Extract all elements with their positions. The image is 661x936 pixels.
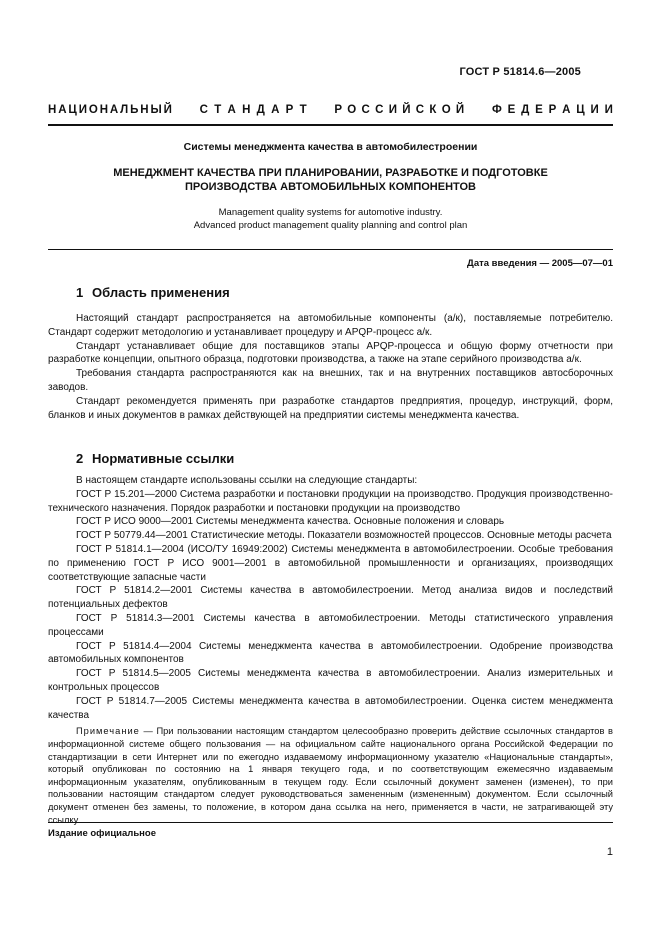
section-2-heading [48, 451, 613, 467]
reference-item: ГОСТ Р 51814.3—2001 Системы качества в автомобилестроении. Методы статистического управления процессами [48, 612, 613, 638]
introduction-date: Дата введения — 2005—07—01 [467, 258, 613, 269]
english-title-line-1: Management quality systems for automotive industry. [218, 207, 443, 218]
reference-item: ГОСТ Р 51814.2—2001 Системы качества в автомобилестроении. Метод анализа видов и последствий потенциальных дефектов [48, 585, 613, 611]
banner-word-russian: Р О С С И Й С К О Й [334, 104, 465, 116]
document-subtitle: Системы менеджмента качества в автомобилестроении [183, 141, 478, 153]
banner-word-national: Н А Ц И О Н А Л Ь Н Ы Й [48, 104, 172, 116]
note [48, 725, 613, 826]
section-1-heading [48, 285, 613, 301]
note-text: — При пользовании настоящим стандартом целесообразно проверить действие ссылочных стандартов в информационной системе общего пользования — на официальном сайте национального органа Российской Федерации по стандартизации в сети Интернет или по ежегодно издаваемому информационному указателю «Национальные стандарты», который опубликован по состоянию на 1 января текущего года, и по соответствующим ежемесячно издаваемым информационным указателям, опубликованным в текущем году. Если ссылочный документ заменен (изменен), то при пользовании настоящим стандартом следует руководствоваться замененным (измененным) документом. Если ссылочный документ отменен без замены, то положение, в котором дана ссылка на него, применяется в части, не затрагивающей эту ссылку. [48, 726, 613, 825]
reference-item: ГОСТ Р 15.201—2000 Система разработки и постановки продукции на производство. Продукция производственно-технического назначения. Порядок разработки и постановки продукции на производство [48, 488, 613, 514]
paragraph: Требования стандарта распространяются как на внешних, так и на внутренних поставщиков автосборочных заводов. [48, 368, 613, 393]
banner-word-standard: С Т А Н Д А Р Т [199, 104, 307, 116]
official-edition-label: Издание официальное [48, 828, 156, 839]
english-title [48, 206, 613, 232]
paragraph: Стандарт рекомендуется применять при разработке стандартов предприятия, процедур, инструкций, форм, бланков и иных документов в рамках действующей на предприятии системы менеджмента качества. [48, 395, 613, 421]
note-label: Примечание [76, 726, 140, 737]
paragraph: Стандарт устанавливает общие для поставщиков этапы APQP-процесса и общую форму отчетности при разработке концепции, опытного образца, подготовки производства, а также на этапе серийного производства а/к. [48, 340, 613, 366]
footer-divider [48, 822, 613, 823]
title-divider [48, 249, 613, 250]
section-number: 1 [76, 285, 84, 300]
english-title-line-2: Advanced product management quality planning and control plan [193, 220, 468, 231]
document-main-title [48, 167, 613, 194]
main-title-line-1: МЕНЕДЖМЕНТ КАЧЕСТВА ПРИ ПЛАНИРОВАНИИ, РАЗРАБОТКЕ И ПОДГОТОВКЕ [113, 167, 548, 179]
reference-item: ГОСТ Р 51814.7—2005 Системы менеджмента качества в автомобилестроении. Оценка систем менеджмента качества [48, 695, 613, 721]
reference-item: ГОСТ Р ИСО 9000—2001 Системы менеджмента качества. Основные положения и словарь [76, 516, 505, 528]
reference-item: ГОСТ Р 51814.5—2005 Системы менеджмента качества в автомобилестроении. Анализ измерительных и контрольных процессов [48, 668, 613, 693]
section-1-body [48, 312, 613, 422]
paragraph: Настоящий стандарт распространяется на автомобильные компоненты (а/к), поставляемые потребителю. Стандарт содержит методологию и устанавливает процедуру и APQP-процесс а/к. [48, 313, 613, 338]
header-divider [48, 124, 613, 126]
standard-title-banner [48, 104, 613, 116]
section-title: Нормативные ссылки [92, 451, 235, 466]
reference-item: ГОСТ Р 51814.4—2004 Системы менеджмента качества в автомобилестроении. Одобрение производства автомобильных компонентов [48, 640, 613, 666]
section-2-body [48, 474, 613, 826]
reference-item: ГОСТ Р 50779.44—2001 Статистические методы. Показатели возможностей процессов. Основные методы расчета [76, 530, 612, 542]
reference-item: ГОСТ Р 51814.1—2004 (ИСО/ТУ 16949:2002) Системы менеджмента в автомобилестроении. Особые требования по применению ГОСТ Р ИСО 9001—2001 в автомобильной промышленности и организациях, производящих соответствующие запасные части [48, 543, 613, 583]
page-number: 1 [606, 846, 613, 858]
main-title-line-2: ПРОИЗВОДСТВА АВТОМОБИЛЬНЫХ КОМПОНЕНТОВ [185, 180, 476, 193]
paragraph: В настоящем стандарте использованы ссылки на следующие стандарты: [76, 475, 418, 486]
banner-word-federation: Ф Е Д Е Р А Ц И И [491, 104, 613, 116]
section-number: 2 [76, 451, 84, 466]
document-code: ГОСТ Р 51814.6—2005 [459, 66, 581, 78]
section-title: Область применения [92, 285, 230, 300]
